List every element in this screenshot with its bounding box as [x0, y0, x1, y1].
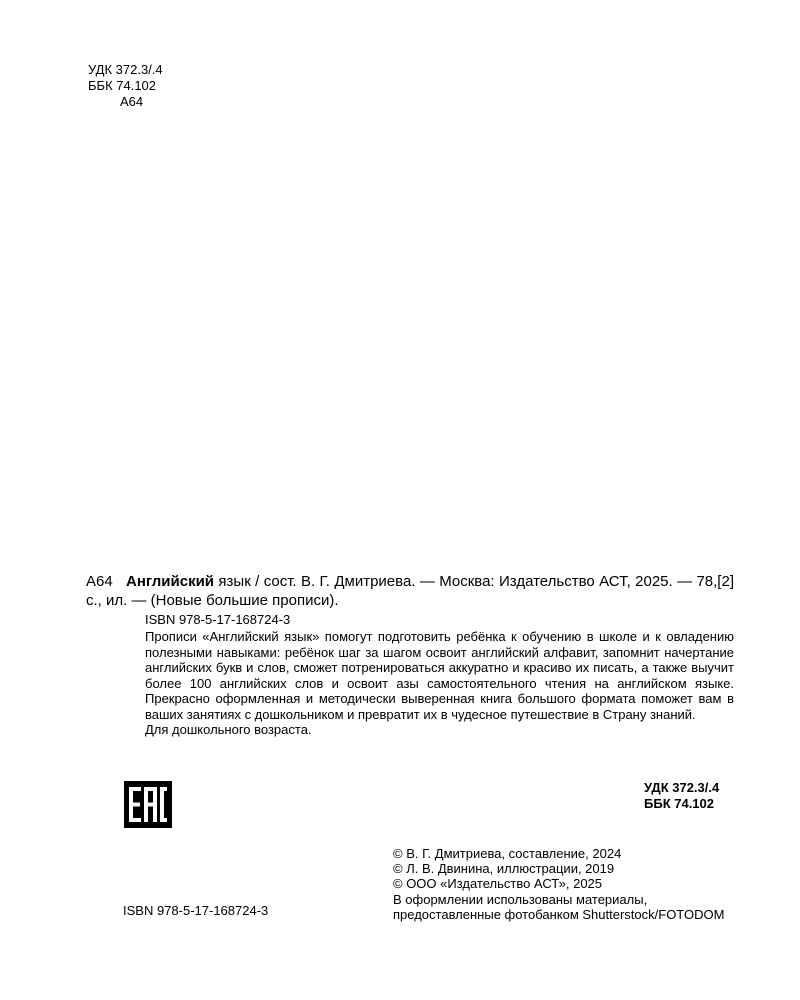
entry-title-bold: Английский: [126, 573, 215, 590]
copyright-line-publisher: © ООО «Издательство АСТ», 2025: [393, 876, 603, 892]
entry-isbn: ISBN 978-5-17-168724-3: [145, 612, 291, 627]
copyright-block: [393, 846, 724, 922]
copyright-line-materials: В оформлении использованы материалы,: [393, 891, 648, 907]
audience-note: Для дошкольного возраста.: [145, 722, 312, 737]
bibliographic-entry: [86, 572, 734, 610]
top-udk-code: УДК 372.3/.4: [88, 62, 163, 77]
top-author-sign: А64: [120, 94, 144, 109]
copyright-line-compiler: © В. Г. Дмитриева, составление, 2024: [393, 846, 622, 861]
entry-bibliography: язык / сост. В. Г. Дмитриева. — Москва: Издательство АСТ, 2025. — 78,[2] с., ил. — (Новые большие прописи).: [86, 573, 734, 609]
right-udk-code: УДК 372.3/.4: [644, 780, 720, 795]
entry-author-sign: А64: [86, 573, 113, 590]
bibliographic-description: [86, 572, 734, 610]
top-bbk-code: ББК 74.102: [88, 78, 157, 93]
annotation-block: [145, 629, 734, 738]
right-bbk-code: ББК 74.102: [644, 796, 714, 811]
annotation-text: Прописи «Английский язык» помогут подготовить ребёнка к обучению в школе и к овладению полезными навыками: ребёнок шаг за шагом освоит английский алфавит, запомнит начертание английских букв и слов, сможет потренироваться аккуратно и красиво их писать, а также выучит более 100 английских слов и освоит азы самостоятельного чтения на английском языке. Прекрасно оформленная и методически выверенная книга большого формата поможет вам в ваших занятиях с дошкольником и превратит их в чудесное путешествие в Страну знаний.: [145, 629, 734, 722]
copyright-line-illustrations: © Л. В. Двинина, иллюстрации, 2019: [393, 861, 615, 877]
top-classification-codes: [88, 62, 163, 110]
isbn-bottom: ISBN 978-5-17-168724-3: [123, 903, 269, 918]
eac-certification-logo: [124, 781, 172, 828]
right-classification-codes: [644, 780, 719, 812]
copyright-line-photobank: предоставленные фотобанком Shutterstock/FOTODOM: [393, 906, 725, 922]
